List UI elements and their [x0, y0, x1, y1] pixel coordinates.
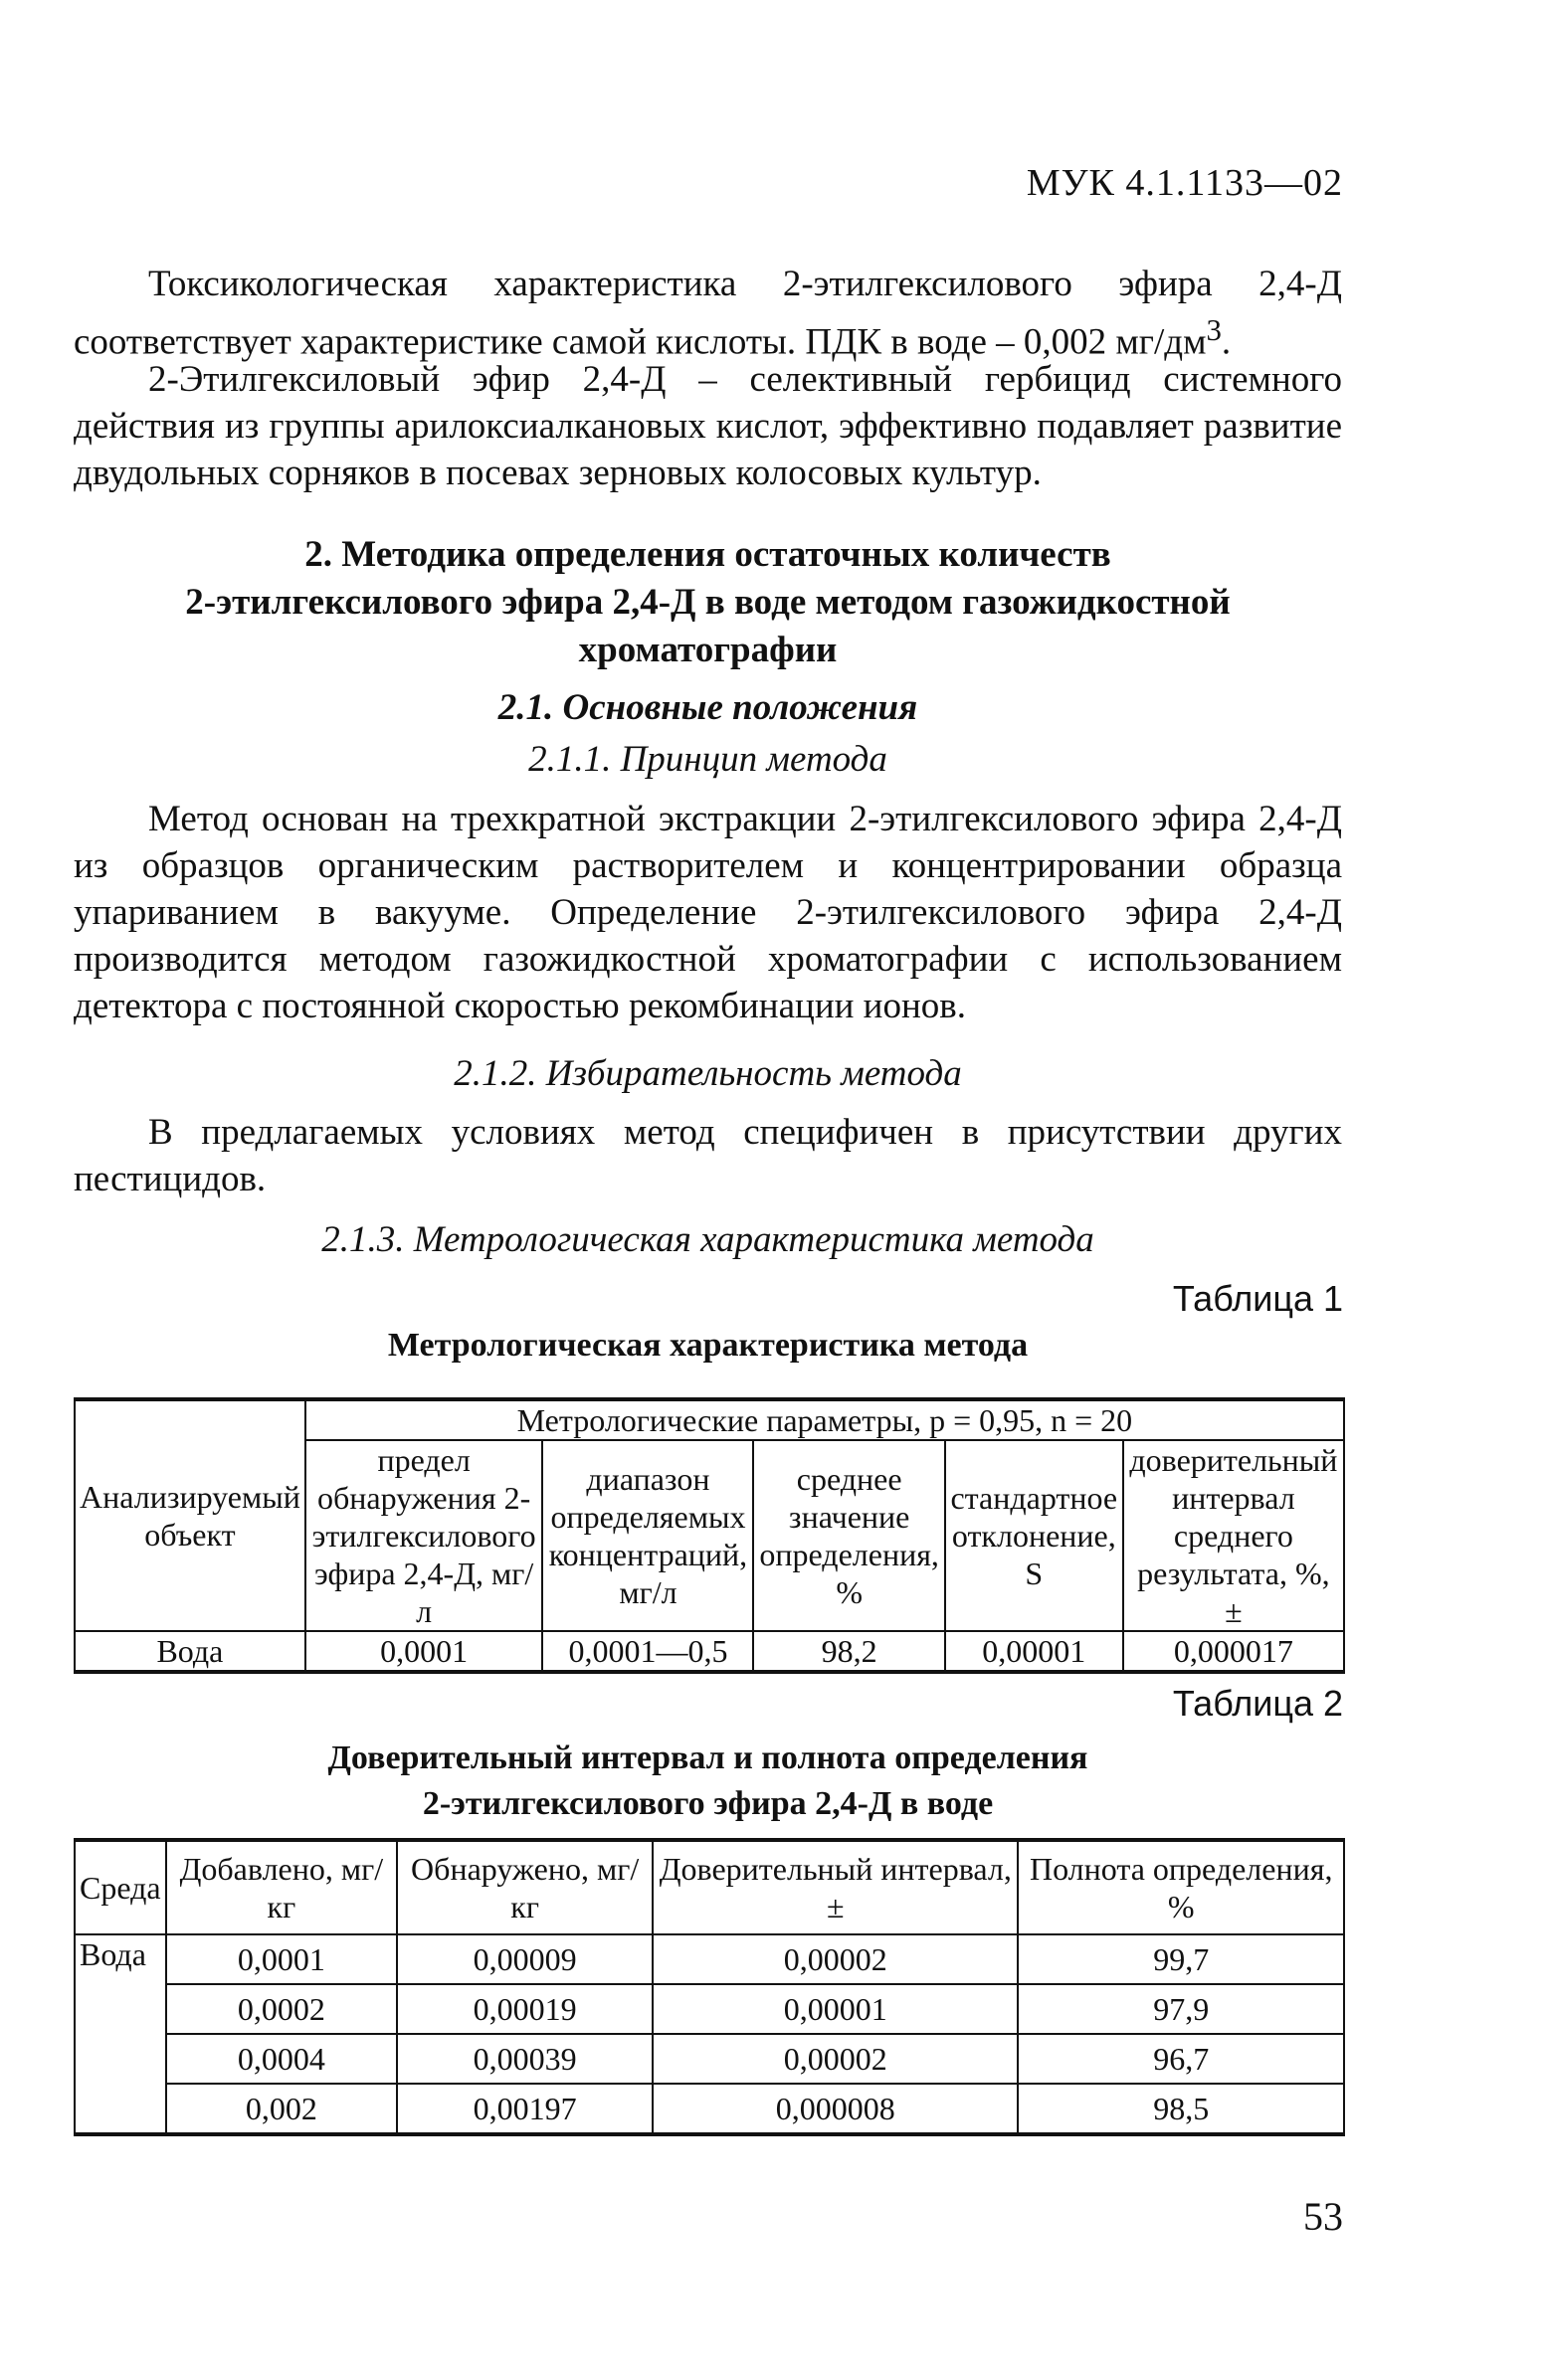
paragraph-text: Метод основан на трехкратной экстракции 2-этилгексилового эфира 2,4-Д из образцов органическим растворителем и концентрировании образца упариванием в вакууме. Определение 2-этилгексилового эфира 2,4-Д производится методом газожидкостной хроматографии с использованием детектора с постоянной скоростью рекомбинации ионов.: [74, 799, 1342, 1026]
page-number: 53: [1303, 2194, 1343, 2239]
subsection-title-2-1: 2.1. Основные положения: [497, 687, 918, 728]
table-cell: 99,7: [1018, 1934, 1344, 1984]
paragraph-principle: [74, 796, 1342, 1029]
subsection-title-2-1-1: 2.1.1. Принцип метода: [528, 739, 887, 780]
document-code: МУК 4.1.1133—02: [1026, 162, 1343, 204]
table-cell: 0,0002: [166, 1984, 397, 2034]
section-title-line: 2. Методика определения остаточных количеств: [304, 534, 1111, 575]
table-cell: 0,00002: [653, 1934, 1018, 1984]
table-header-cell: Метрологические параметры, p = 0,95, n = 20: [305, 1399, 1344, 1440]
subsection-title-2-1-3: 2.1.3. Метрологическая характеристика метода: [321, 1219, 1094, 1260]
table-cell: 0,0001: [305, 1631, 543, 1672]
table-row: [75, 2084, 1344, 2134]
table-cell: Вода: [75, 1631, 305, 1672]
table-header-cell: стандартное отклонение, S: [945, 1440, 1123, 1631]
table-cell: 0,00001: [653, 1984, 1018, 2034]
table-cell: 0,0001: [166, 1934, 397, 1984]
paragraph-text-end: .: [1221, 321, 1232, 363]
paragraph-text: В предлагаемых условиях метод специфичен в присутствии других пестицидов.: [74, 1112, 1342, 1199]
table-header-cell: Среда: [75, 1840, 166, 1934]
table-cell: 0,00009: [397, 1934, 653, 1984]
table-cell: 97,9: [1018, 1984, 1344, 2034]
paragraph-selectivity: [74, 1109, 1342, 1202]
table-row: [75, 1631, 1344, 1672]
metrology-table: [74, 1397, 1345, 1674]
table-row: [75, 1984, 1344, 2034]
table-header-cell: диапазон определяемых концентраций, мг/л: [542, 1440, 753, 1631]
section-title: [74, 531, 1342, 674]
table-cell: 0,00197: [397, 2084, 653, 2134]
table-cell: 0,000008: [653, 2084, 1018, 2134]
subsection-title-2-1-2: 2.1.2. Избирательность метода: [454, 1053, 962, 1094]
table-caption: Таблица 1: [1172, 1278, 1343, 1319]
section-title-line: хроматографии: [578, 630, 838, 670]
paragraph-herbicide: [74, 356, 1342, 496]
table-cell: 0,0004: [166, 2034, 397, 2084]
table-header-cell: Добавлено, мг/кг: [166, 1840, 397, 1934]
table-cell: 98,5: [1018, 2084, 1344, 2134]
table-cell: 98,2: [753, 1631, 944, 1672]
table-cell: 0,00002: [653, 2034, 1018, 2084]
table-header-cell: Обнаружено, мг/кг: [397, 1840, 653, 1934]
paragraph-text: Токсикологическая характеристика 2-этилгексилового эфира 2,4-Д соответствует характеристике самой кислоты. ПДК в воде – 0,002 мг/дм: [74, 264, 1342, 363]
table-cell: 0,00039: [397, 2034, 653, 2084]
table-cell: Вода: [75, 1934, 166, 2134]
table-row: [75, 1934, 1344, 1984]
table-title: Метрологическая характеристика метода: [387, 1327, 1029, 1364]
table-title: [74, 1736, 1342, 1827]
table-title-line: Доверительный интервал и полнота определения: [327, 1739, 1088, 1776]
table-cell: 96,7: [1018, 2034, 1344, 2084]
paragraph-text: 2-Этилгексиловый эфир 2,4-Д – селективный гербицид системного действия из группы арилоксиалкановых кислот, эффективно подавляет развитие двудольных сорняков в посевах зерновых колосовых культур.: [74, 359, 1342, 493]
table-header-cell: доверительный интервал среднего результата, %, ±: [1123, 1440, 1344, 1631]
table-header-cell: Полнота определения, %: [1018, 1840, 1344, 1934]
table-header-cell: Доверительный интервал, ±: [653, 1840, 1018, 1934]
table-cell: 0,00019: [397, 1984, 653, 2034]
recovery-table: [74, 1838, 1345, 2136]
table-cell: 0,00001: [945, 1631, 1123, 1672]
table-cell: 0,002: [166, 2084, 397, 2134]
section-title-line: 2-этилгексилового эфира 2,4-Д в воде методом газожидкостной: [185, 582, 1231, 623]
table-cell: 0,0001—0,5: [542, 1631, 753, 1672]
table-header-cell: среднее значение определения, %: [753, 1440, 944, 1631]
table-cell: 0,000017: [1123, 1631, 1344, 1672]
paragraph-toxicology: [74, 261, 1342, 365]
superscript: 3: [1206, 313, 1222, 347]
table-caption: Таблица 2: [1172, 1683, 1343, 1724]
table-row: [75, 2034, 1344, 2084]
table-header-cell: Анализируемый объект: [75, 1399, 305, 1631]
table-header-cell: предел обнаружения 2-этилгексилового эфира 2,4-Д, мг/л: [305, 1440, 543, 1631]
table-title-line: 2-этилгексилового эфира 2,4-Д в воде: [422, 1785, 994, 1822]
